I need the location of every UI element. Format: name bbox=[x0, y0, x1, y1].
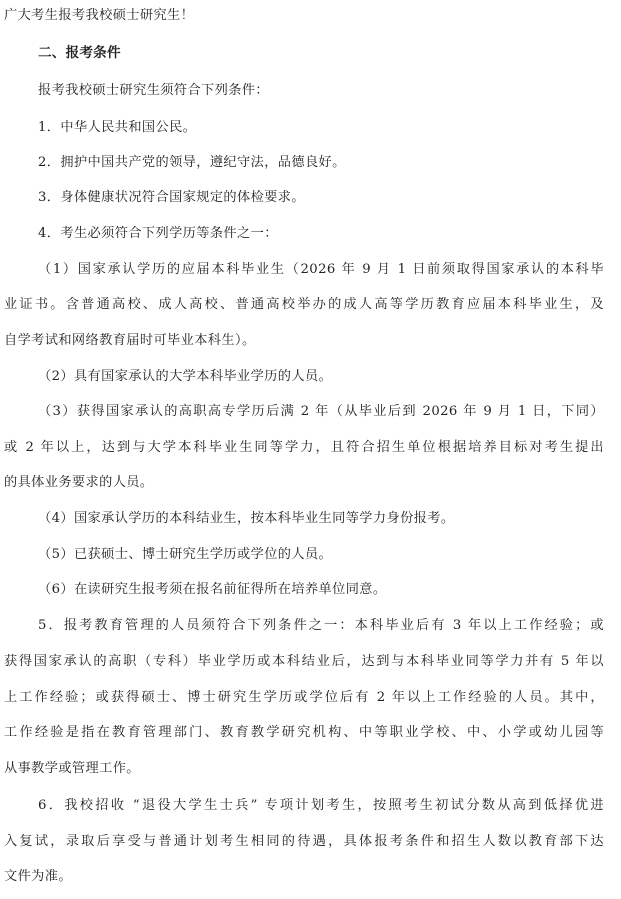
item-6: （6）在读研究生报考须在报名前征得所在培养单位同意。 bbox=[38, 582, 387, 597]
paragraph-line: 报考我校硕士研究生须符合下列条件： bbox=[38, 83, 269, 98]
condition-2: 2．拥护中国共产党的领导，遵纪守法，品德良好。 bbox=[38, 155, 346, 170]
condition-5-line-2: 获得国家承认的高职（专科）毕业学历或本科结业后，达到与本科毕业同等学力并有 5 年以 bbox=[4, 654, 604, 669]
condition-6-line-1: 6．我校招收 “退役大学生士兵” 专项计划考生，按照考生初试分数从高到低择优进 bbox=[38, 798, 604, 813]
item-5: （5）已获硕士、博士研究生学历或学位的人员。 bbox=[38, 547, 333, 562]
item-4: （4）国家承认学历的本科结业生，按本科毕业生同等学力身份报考。 bbox=[38, 511, 455, 526]
section-heading: 二、报考条件 bbox=[38, 45, 121, 61]
item-3-line-3: 的具体业务要求的人员。 bbox=[4, 475, 154, 490]
condition-5-line-5: 从事教学或管理工作。 bbox=[4, 761, 140, 776]
condition-3: 3．身体健康状况符合国家规定的体检要求。 bbox=[38, 190, 305, 205]
condition-5-line-1: 5．报考教育管理的人员须符合下列条件之一：本科毕业后有 3 年以上工作经验；或 bbox=[38, 618, 604, 633]
condition-4: 4．考生必须符合下列学历等条件之一： bbox=[38, 226, 278, 241]
intro-line: 广大考生报考我校硕士研究生！ bbox=[4, 8, 195, 23]
condition-5-line-3: 上工作经验；或获得硕士、博士研究生学历或学位后有 2 年以上工作经验的人员。其中， bbox=[4, 690, 604, 705]
item-2: （2）具有国家承认的大学本科毕业学历的人员。 bbox=[38, 369, 333, 384]
condition-6-line-3: 文件为准。 bbox=[4, 869, 72, 884]
item-1-line-3: 自学考试和网络教育届时可毕业本科生）。 bbox=[4, 333, 256, 348]
item-1-line-2: 业证书。含普通高校、成人高校、普通高校举办的成人高等学历教育应届本科毕业生，及 bbox=[4, 297, 604, 312]
item-3-line-1: （3）获得国家承认的高职高专学历后满 2 年（从毕业后到 2026 年 9 月 1 日，下同） bbox=[38, 404, 604, 419]
condition-6-line-2: 入复试，录取后享受与普通计划考生相同的待遇，具体报考条件和招生人数以教育部下达 bbox=[4, 834, 604, 849]
item-3-line-2: 或 2 年以上，达到与大学本科毕业生同等学力，且符合招生单位根据培养目标对考生提出 bbox=[4, 440, 604, 455]
condition-1: 1．中华人民共和国公民。 bbox=[38, 120, 197, 135]
item-1-line-1: （1）国家承认学历的应届本科毕业生（2026 年 9 月 1 日前须取得国家承认的本科毕 bbox=[38, 262, 604, 277]
condition-5-line-4: 工作经验是指在教育管理部门、教育教学研究机构、中等职业学校、中、小学或幼儿园等 bbox=[4, 725, 604, 740]
